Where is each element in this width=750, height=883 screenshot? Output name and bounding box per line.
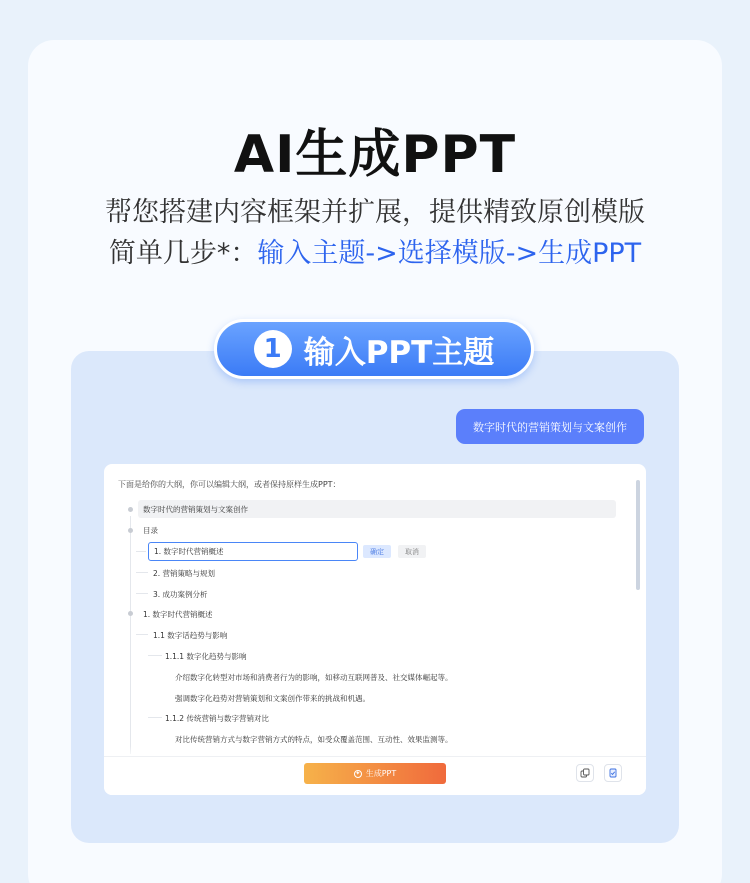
document-icon	[608, 768, 618, 778]
tree-guide	[130, 614, 131, 754]
tree-bullet	[128, 507, 133, 512]
outline-edit-input[interactable]: 1. 数字时代营销概述	[148, 542, 358, 561]
sparkle-icon: ✦	[355, 769, 361, 777]
user-message-bubble: 数字时代的营销策划与文案创作	[456, 409, 644, 444]
steps-prefix: 简单几步*：	[108, 238, 258, 269]
page-subtitle: 帮您搭建内容框架并扩展，提供精致原创模版	[105, 197, 645, 228]
steps-highlight: 输入主题->选择模版->生成PPT	[257, 238, 642, 269]
tree-bullet	[128, 528, 133, 533]
tree-guide	[148, 717, 162, 718]
generate-ppt-button[interactable]	[304, 763, 446, 784]
step-label: 输入PPT主题	[303, 334, 495, 371]
generate-ppt-label: 生成PPT	[365, 769, 397, 778]
outline-section[interactable]: 1. 数字时代营销概述	[143, 610, 213, 619]
outline-detail[interactable]: 对比传统营销方式与数字营销方式的特点，如受众覆盖范围、互动性、效果监测等。	[175, 735, 453, 744]
tree-guide	[136, 593, 148, 594]
action-bar	[104, 756, 646, 795]
outline-toc[interactable]: 目录	[143, 526, 158, 535]
outline-intro: 下面是给你的大纲，你可以编辑大纲，或者保持原样生成PPT：	[118, 480, 341, 489]
outline-detail[interactable]: 强调数字化趋势对营销策划和文案创作带来的挑战和机遇。	[175, 694, 370, 703]
cancel-button[interactable]: 取消	[398, 545, 426, 558]
outline-subsection[interactable]: 1.1 数字话趋势与影响	[153, 631, 228, 640]
tree-bullet	[128, 611, 133, 616]
tree-guide	[148, 655, 162, 656]
step-number: 1	[254, 330, 292, 368]
confirm-button[interactable]: 确定	[363, 545, 391, 558]
outline-subsubsection[interactable]: 1.1.1 数字化趋势与影响	[165, 652, 247, 661]
tree-guide	[136, 634, 148, 635]
outline-root[interactable]: 数字时代的营销策划与文案创作	[143, 505, 248, 514]
tree-guide	[136, 551, 146, 552]
tree-guide	[136, 572, 148, 573]
outline-panel	[104, 464, 646, 795]
steps-line	[0, 231, 750, 270]
copy-icon	[580, 768, 590, 778]
outline-toc-item[interactable]: 3. 成功案例分析	[153, 590, 208, 599]
copy-button[interactable]	[576, 764, 594, 782]
scrollbar-thumb[interactable]	[636, 480, 640, 590]
document-button[interactable]	[604, 764, 622, 782]
outline-detail[interactable]: 介绍数字化转型对市场和消费者行为的影响，如移动互联网普及、社交媒体崛起等。	[175, 673, 453, 682]
page-title: AI生成PPT	[233, 125, 517, 185]
step-badge	[214, 319, 534, 379]
outline-subsubsection[interactable]: 1.1.2 传统营销与数字营销对比	[165, 714, 269, 723]
outline-toc-item[interactable]: 2. 营销策略与规划	[153, 569, 216, 578]
